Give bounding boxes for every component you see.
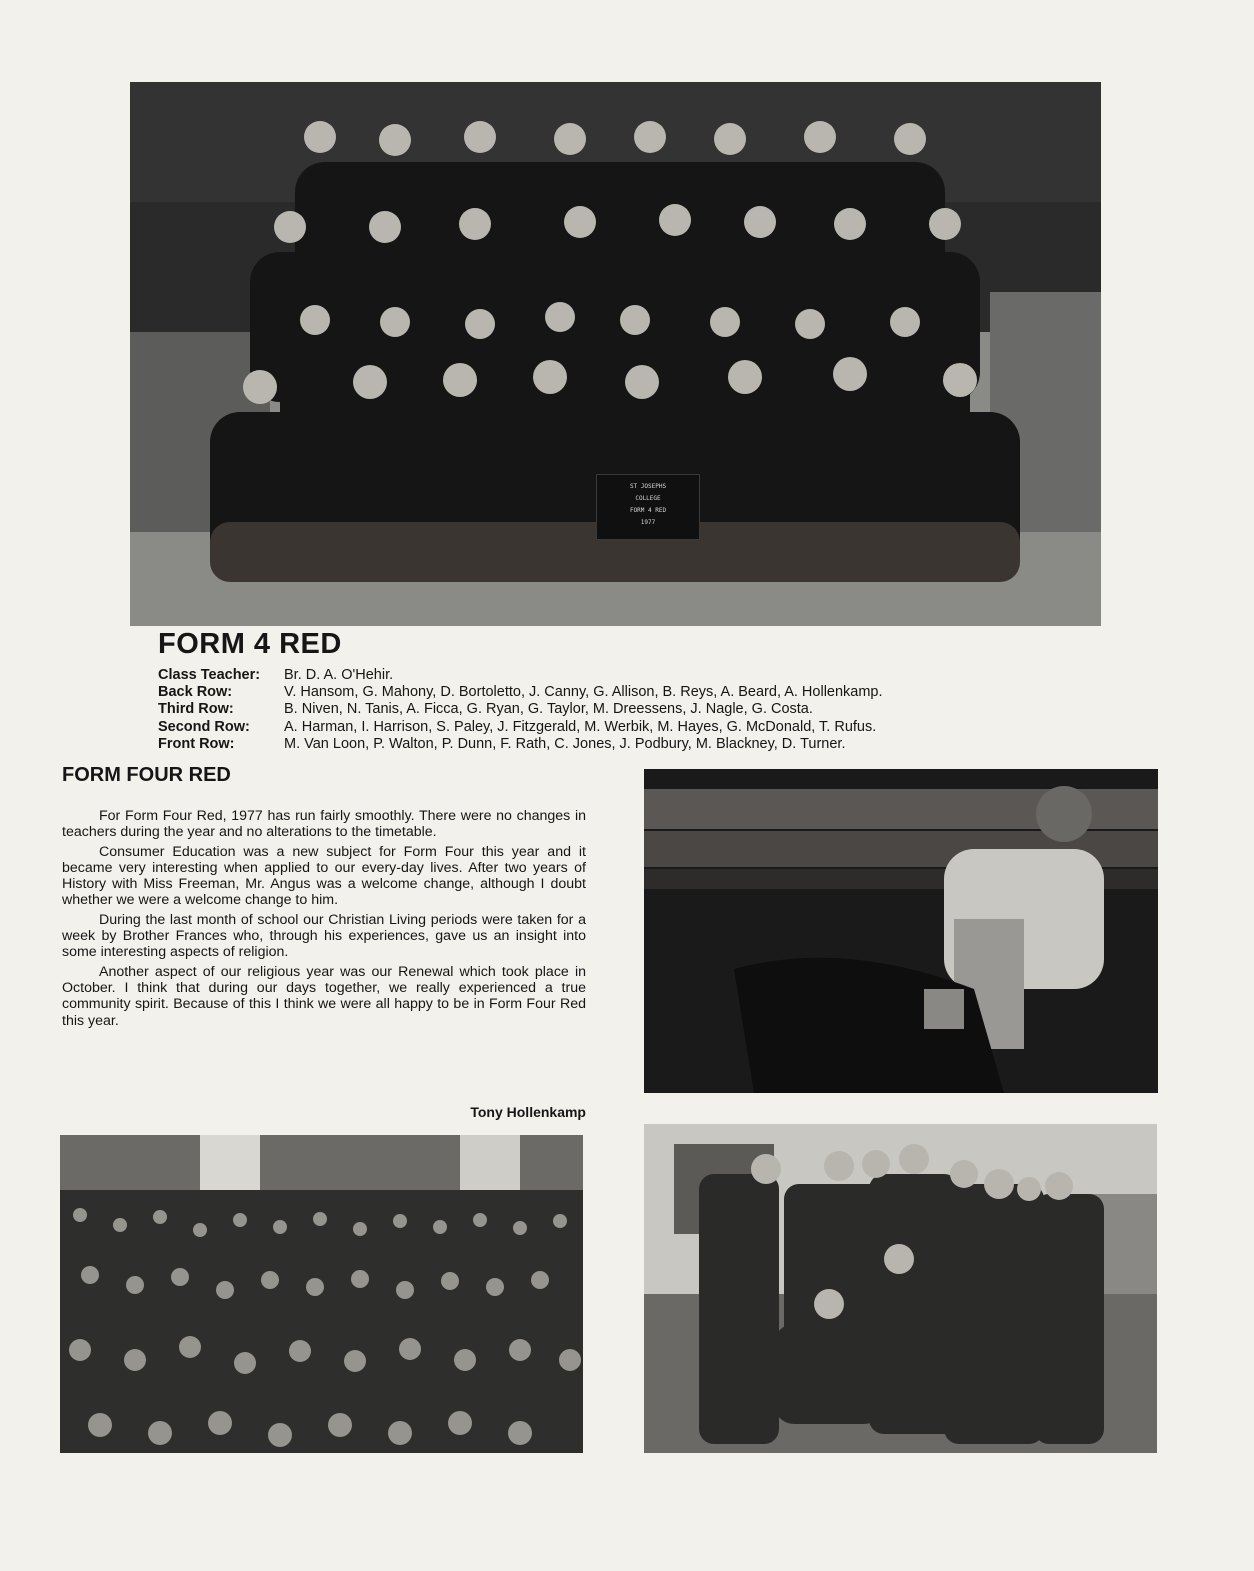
article-paragraph: For Form Four Red, 1977 has run fairly smoothly. There were no changes in teachers during the year and no alterations to the timetable.	[62, 808, 586, 841]
caption-row	[158, 701, 883, 718]
sign-line: ST JOSEPHS	[629, 483, 667, 490]
caption-label: Second Row:	[158, 718, 250, 735]
article-paragraph: During the last month of school our Christian Living periods were taken for a week by Brother Frances who, through his experiences, gave us an insight into some interesting aspects of religion.	[62, 911, 586, 961]
sign-line: FORM 4 RED	[629, 507, 667, 514]
article-paragraph: Another aspect of our religious year was our Renewal which took place in October. I think that during our days together, we really experienced a true community spirit. Because of this I think we were all happy to be in Form Four Red this year.	[62, 963, 586, 1029]
caption-label: Back Row:	[158, 684, 233, 701]
caption-label: Front Row:	[158, 735, 235, 752]
cadets-photo-scene	[644, 1124, 1157, 1453]
caption-names: V. Hansom, G. Mahony, D. Bortoletto, J. Canny, G. Allison, B. Reys, A. Beard, A. Hollenkamp.	[284, 684, 883, 701]
caption-names: M. Van Loon, P. Walton, P. Dunn, F. Rath, C. Jones, J. Podbury, M. Blackney, D. Turner.	[284, 735, 846, 752]
sign-line: 1977	[640, 519, 656, 526]
caption-label: Third Row:	[158, 701, 234, 718]
cadets-group-photo	[644, 1124, 1157, 1453]
article-paragraph: Consumer Education was a new subject for Form Four this year and it became very interesting when applied to our every-day lives. After two years of History with Miss Freeman, Mr. Angus was a welcome change, although I doubt whether we were a welcome change to him.	[62, 843, 586, 909]
caption-row	[158, 667, 883, 684]
caption-label: Class Teacher:	[158, 667, 261, 683]
school-assembly-photo	[60, 1135, 583, 1453]
horse-photo-scene	[644, 769, 1158, 1093]
caption-names: A. Harman, I. Harrison, S. Paley, J. Fitzgerald, M. Werbik, M. Hayes, G. McDonald, T. Rufus.	[284, 718, 877, 735]
class-group-photo	[130, 82, 1101, 626]
caption-table	[158, 667, 883, 753]
caption-names: B. Niven, N. Tanis, A. Ficca, G. Ryan, G. Taylor, M. Dreessens, J. Nagle, G. Costa.	[284, 701, 813, 718]
article-author: Tony Hollenkamp	[470, 1104, 586, 1120]
horse-riding-photo	[644, 769, 1158, 1093]
form-title: FORM 4 RED	[158, 628, 342, 660]
class-photo-scene	[130, 82, 1101, 626]
article-body	[62, 808, 586, 1032]
assembly-photo-scene	[60, 1135, 583, 1453]
class-sign	[596, 474, 700, 540]
caption-names: Br. D. A. O'Hehir.	[284, 667, 394, 683]
sign-line: COLLEGE	[635, 495, 661, 502]
caption-row	[158, 719, 883, 736]
article-heading: FORM FOUR RED	[62, 764, 231, 786]
caption-row	[158, 736, 883, 753]
caption-row	[158, 684, 883, 701]
